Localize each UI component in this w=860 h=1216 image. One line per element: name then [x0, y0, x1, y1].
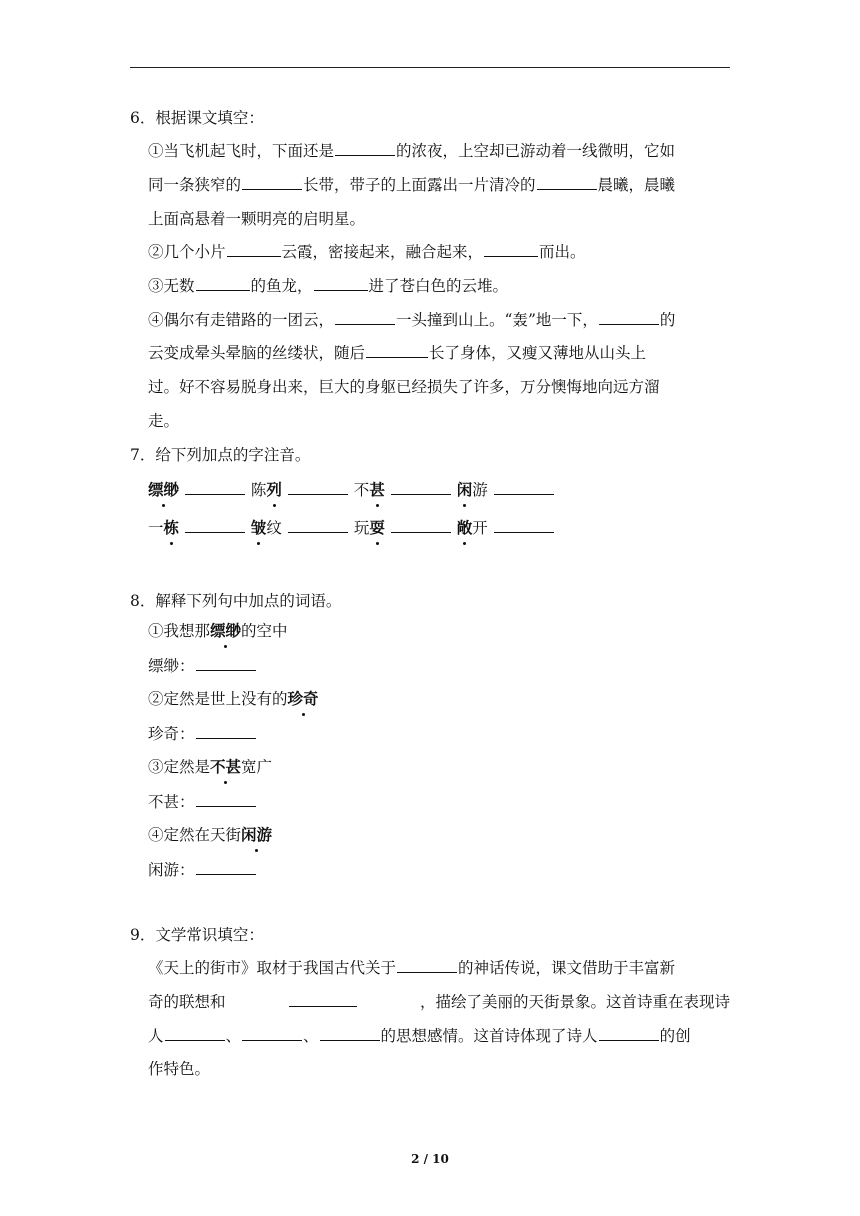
q6-p1-line1: ①当飞机起飞时，下面还是 的浓夜，上空却已游动着一线微明，它如	[148, 142, 676, 160]
blank[interactable]	[242, 175, 302, 190]
blank[interactable]	[165, 1026, 225, 1041]
q8-answer-1: 缥缈：	[148, 656, 257, 676]
blank[interactable]	[599, 1026, 659, 1041]
q9-title: 9．文学常识填空：	[130, 926, 264, 944]
blank[interactable]	[185, 518, 245, 533]
q7-row1: 缥缈 陈列 不甚 闲游	[148, 480, 555, 500]
q7-title: 7．给下列加点的字注音。	[130, 446, 311, 464]
blank[interactable]	[185, 480, 245, 495]
blank[interactable]	[227, 242, 281, 257]
blank[interactable]	[196, 656, 256, 671]
blank[interactable]	[366, 343, 428, 358]
q9-line4: 作特色。	[148, 1060, 211, 1078]
q8-answer-4: 闲游：	[148, 860, 257, 880]
blank[interactable]	[196, 792, 256, 807]
blank[interactable]	[599, 310, 659, 325]
q8-item-3: ③定然是不甚宽广	[148, 757, 273, 776]
q6-p3: ③无数 的鱼龙， 进了苍白色的云堆。	[148, 277, 509, 295]
blank[interactable]	[196, 724, 256, 739]
q7-row2: 一栋 皱纹 玩耍 敞开	[148, 518, 555, 538]
q9-line3: 人 、 、 的思想感情。这首诗体现了诗人 的创	[148, 1027, 691, 1045]
blank[interactable]	[288, 480, 348, 495]
blank[interactable]	[397, 958, 457, 973]
blank[interactable]	[289, 992, 357, 1007]
blank[interactable]	[320, 1026, 380, 1041]
page-number: 2 / 10	[411, 1152, 449, 1166]
blank[interactable]	[391, 518, 451, 533]
blank[interactable]	[494, 480, 554, 495]
q8-title: 8．解释下列句中加点的词语。	[130, 592, 342, 610]
q6-p4-line4: 走。	[148, 412, 180, 430]
blank[interactable]	[196, 276, 250, 291]
blank[interactable]	[242, 1026, 302, 1041]
q8-item-4: ④定然在天街闲游	[148, 825, 273, 844]
q8-item-1: ①我想那缥缈的空中	[148, 621, 288, 640]
q9-line1: 《天上的街市》取材于我国古代关于 的神话传说，课文借助于丰富新	[148, 959, 676, 977]
header-rule	[130, 67, 730, 68]
q6-p4-line2: 云变成晕头晕脑的丝缕状，随后 长了身体，又瘦又薄地从山头上	[148, 344, 647, 362]
q6-p1-line2: 同一条狭窄的 长带，带子的上面露出一片清冷的 晨曦，晨曦	[148, 176, 676, 194]
blank[interactable]	[335, 310, 395, 325]
q6-p1-line3: 上面高悬着一颗明亮的启明星。	[148, 210, 366, 228]
blank[interactable]	[196, 860, 256, 875]
blank[interactable]	[494, 518, 554, 533]
blank[interactable]	[391, 480, 451, 495]
q8-answer-3: 不甚：	[148, 792, 257, 812]
blank[interactable]	[484, 242, 538, 257]
q6-p2: ②几个小片 云霞，密接起来，融合起来， 而出。	[148, 243, 586, 261]
q6-p4-line3: 过。好不容易脱身出来，巨大的身躯已经损失了许多，万分懊悔地向远方溜	[148, 378, 660, 396]
q8-item-2: ②定然是世上没有的珍奇	[148, 689, 319, 708]
blank[interactable]	[537, 175, 597, 190]
q6-p4-line1: ④偶尔有走错路的一团云， 一头撞到山上。“轰”地一下， 的	[148, 311, 676, 329]
blank[interactable]	[335, 141, 395, 156]
blank[interactable]	[288, 518, 348, 533]
q8-answer-2: 珍奇：	[148, 724, 257, 744]
q9-line2: 奇的联想和 ，描绘了美丽的天街景象。这首诗重在表现诗	[148, 993, 730, 1011]
blank[interactable]	[314, 276, 368, 291]
q6-title: 6．根据课文填空：	[130, 109, 264, 127]
